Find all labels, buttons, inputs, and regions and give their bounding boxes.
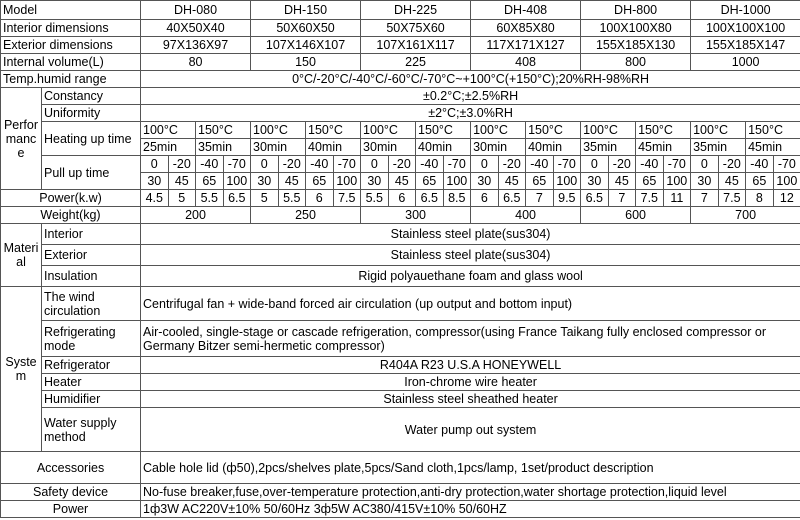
- row-value: 100X100X80: [581, 20, 691, 37]
- heating-time: 45min: [636, 139, 691, 156]
- row-label: Heater: [42, 374, 141, 391]
- power-value: 12: [773, 190, 800, 207]
- system-group-label: System: [1, 287, 42, 452]
- row-system-refrigerator: [1, 357, 800, 374]
- row-value: Stainless steel sheathed heater: [141, 391, 800, 408]
- power-value: 7.5: [636, 190, 664, 207]
- row-label: Water supply method: [42, 408, 141, 452]
- row-temp-range: [1, 71, 800, 88]
- weight-value: 200: [141, 207, 251, 224]
- pulldown-temp: -40: [306, 156, 334, 173]
- pulldown-time: 30: [581, 173, 609, 190]
- row-label: Constancy: [42, 88, 141, 105]
- row-accessories: [1, 452, 800, 484]
- heating-temp: 150°C: [416, 122, 471, 139]
- heating-time: 25min: [141, 139, 196, 156]
- row-label: Uniformity: [42, 105, 141, 122]
- pulldown-temp: 0: [471, 156, 499, 173]
- row-value: 50X75X60: [361, 20, 471, 37]
- model-name: DH-080: [141, 1, 251, 20]
- power-value: 6.5: [498, 190, 526, 207]
- pulldown-temp: -20: [168, 156, 196, 173]
- row-value: ±0.2°C;±2.5%RH: [141, 88, 800, 105]
- heating-temp: 150°C: [526, 122, 581, 139]
- row-value: 155X185X130: [581, 37, 691, 54]
- power-value: 6.5: [223, 190, 251, 207]
- power-value: 7.5: [718, 190, 746, 207]
- weight-value: 600: [581, 207, 691, 224]
- weight-value: 700: [691, 207, 800, 224]
- row-exterior-dims: [1, 37, 800, 54]
- weight-value: 300: [361, 207, 471, 224]
- row-value: 117X171X127: [471, 37, 581, 54]
- heating-time: 40min: [526, 139, 581, 156]
- power-value: 5.5: [361, 190, 389, 207]
- pulldown-time: 65: [526, 173, 554, 190]
- pulldown-time: 30: [141, 173, 169, 190]
- row-heating-temps: [1, 122, 800, 139]
- pulldown-time: 30: [691, 173, 719, 190]
- row-interior-dims: [1, 20, 800, 37]
- power-value: 7: [691, 190, 719, 207]
- row-label: Heating up time: [42, 122, 141, 156]
- heating-time: 30min: [471, 139, 526, 156]
- power-value: 5: [251, 190, 279, 207]
- pulldown-temp: -40: [526, 156, 554, 173]
- pulldown-temp: 0: [251, 156, 279, 173]
- pulldown-time: 100: [443, 173, 471, 190]
- heating-time: 35min: [691, 139, 746, 156]
- row-uniformity: [1, 105, 800, 122]
- heating-temp: 100°C: [471, 122, 526, 139]
- row-value: Stainless steel plate(sus304): [141, 224, 800, 245]
- heating-time: 40min: [416, 139, 471, 156]
- pulldown-time: 45: [388, 173, 416, 190]
- row-value: Iron-chrome wire heater: [141, 374, 800, 391]
- power-value: 7.5: [333, 190, 361, 207]
- pulldown-time: 65: [306, 173, 334, 190]
- header-row: [1, 1, 800, 20]
- row-material-insulation: [1, 266, 800, 287]
- row-value: 800: [581, 54, 691, 71]
- model-name: DH-225: [361, 1, 471, 20]
- pulldown-time: 65: [196, 173, 224, 190]
- row-system-water: [1, 408, 800, 452]
- power-value: 6.5: [416, 190, 444, 207]
- row-value: Rigid polyauethane foam and glass wool: [141, 266, 800, 287]
- power-value: 4.5: [141, 190, 169, 207]
- row-pulldown-temps: [1, 156, 800, 173]
- heating-temp: 100°C: [251, 122, 306, 139]
- power-value: 5.5: [278, 190, 306, 207]
- pulldown-time: 45: [278, 173, 306, 190]
- row-label: Weight(kg): [1, 207, 141, 224]
- row-value: 80: [141, 54, 251, 71]
- row-value: Cable hole lid (ф50),2pcs/shelves plate,5pcs/Sand cloth,1pcs/lamp, 1set/product description: [141, 452, 800, 484]
- heating-time: 35min: [581, 139, 636, 156]
- power-value: 6.5: [581, 190, 609, 207]
- heating-time: 45min: [746, 139, 800, 156]
- pulldown-temp: -20: [498, 156, 526, 173]
- pulldown-time: 45: [498, 173, 526, 190]
- row-label: Internal volume(L): [1, 54, 141, 71]
- power-value: 7: [526, 190, 554, 207]
- row-system-refrig-mode: [1, 321, 800, 357]
- row-power-supply: [1, 501, 800, 518]
- weight-value: 250: [251, 207, 361, 224]
- row-value: 155X185X147: [691, 37, 800, 54]
- row-label: Power: [1, 501, 141, 518]
- pulldown-temp: -70: [223, 156, 251, 173]
- row-value: 100X100X100: [691, 20, 800, 37]
- row-value: 40X50X40: [141, 20, 251, 37]
- power-value: 5: [168, 190, 196, 207]
- row-value: ±2°C;±3.0%RH: [141, 105, 800, 122]
- power-value: 11: [663, 190, 691, 207]
- row-label: Insulation: [42, 266, 141, 287]
- heating-temp: 100°C: [141, 122, 196, 139]
- pulldown-temp: -20: [718, 156, 746, 173]
- row-value: 107X161X117: [361, 37, 471, 54]
- pulldown-temp: -20: [608, 156, 636, 173]
- pulldown-temp: -70: [663, 156, 691, 173]
- row-system-wind: [1, 287, 800, 321]
- heating-temp: 150°C: [636, 122, 691, 139]
- pulldown-temp: 0: [581, 156, 609, 173]
- power-value: 6: [471, 190, 499, 207]
- power-value: 9.5: [553, 190, 581, 207]
- row-value: 150: [251, 54, 361, 71]
- row-material-interior: [1, 224, 800, 245]
- pulldown-temp: -20: [278, 156, 306, 173]
- row-label: Refrigerator: [42, 357, 141, 374]
- pulldown-time: 65: [746, 173, 774, 190]
- row-safety: [1, 484, 800, 501]
- heating-time: 30min: [251, 139, 306, 156]
- material-group-label: Material: [1, 224, 42, 287]
- row-power-kw: [1, 190, 800, 207]
- pulldown-temp: -70: [443, 156, 471, 173]
- row-value: Air-cooled, single-stage or cascade refrigeration, compressor(using France Taikang fully enclosed compressor or Germany Bitzer semi-hermetic compressor): [141, 321, 800, 357]
- row-label: Power(k.w): [1, 190, 141, 207]
- row-label: Exterior dimensions: [1, 37, 141, 54]
- row-value: 1000: [691, 54, 800, 71]
- model-name: DH-800: [581, 1, 691, 20]
- row-label: Safety device: [1, 484, 141, 501]
- heating-time: 35min: [196, 139, 251, 156]
- row-weight: [1, 207, 800, 224]
- row-value: Water pump out system: [141, 408, 800, 452]
- heating-temp: 150°C: [306, 122, 361, 139]
- pulldown-temp: -70: [553, 156, 581, 173]
- model-name: DH-408: [471, 1, 581, 20]
- pulldown-time: 100: [773, 173, 800, 190]
- pulldown-time: 65: [416, 173, 444, 190]
- row-label: The wind circulation: [42, 287, 141, 321]
- pulldown-time: 30: [361, 173, 389, 190]
- power-value: 6: [388, 190, 416, 207]
- power-value: 6: [306, 190, 334, 207]
- pulldown-time: 45: [608, 173, 636, 190]
- heating-temp: 100°C: [361, 122, 416, 139]
- row-label: Pull up time: [42, 156, 141, 190]
- row-label: Exterior: [42, 245, 141, 266]
- pulldown-time: 45: [718, 173, 746, 190]
- row-label: Temp.humid range: [1, 71, 141, 88]
- row-volume: [1, 54, 800, 71]
- row-material-exterior: [1, 245, 800, 266]
- pulldown-time: 100: [553, 173, 581, 190]
- heating-time: 30min: [361, 139, 416, 156]
- model-label: Model: [1, 1, 141, 20]
- row-value: 50X60X50: [251, 20, 361, 37]
- row-constancy: [1, 88, 800, 105]
- pulldown-time: 30: [251, 173, 279, 190]
- pulldown-time: 100: [333, 173, 361, 190]
- pulldown-temp: -70: [333, 156, 361, 173]
- row-label: Interior dimensions: [1, 20, 141, 37]
- row-label: Humidifier: [42, 391, 141, 408]
- row-system-humidifier: [1, 391, 800, 408]
- pulldown-time: 100: [223, 173, 251, 190]
- pulldown-time: 100: [663, 173, 691, 190]
- row-value: No-fuse breaker,fuse,over-temperature protection,anti-dry protection,water shortage protection,liquid level: [141, 484, 800, 501]
- heating-temp: 100°C: [581, 122, 636, 139]
- pulldown-time: 30: [471, 173, 499, 190]
- pulldown-temp: 0: [361, 156, 389, 173]
- row-value: 408: [471, 54, 581, 71]
- power-value: 8: [746, 190, 774, 207]
- row-value: 0°C/-20°C/-40°C/-60°C/-70°C~+100°C(+150°C);20%RH-98%RH: [141, 71, 800, 88]
- power-value: 5.5: [196, 190, 224, 207]
- power-value: 7: [608, 190, 636, 207]
- performance-group-label: Performance: [1, 88, 42, 190]
- pulldown-temp: -40: [636, 156, 664, 173]
- pulldown-time: 65: [636, 173, 664, 190]
- row-value: R404A R23 U.S.A HONEYWELL: [141, 357, 800, 374]
- pulldown-time: 45: [168, 173, 196, 190]
- row-value: 97X136X97: [141, 37, 251, 54]
- row-label: Interior: [42, 224, 141, 245]
- row-value: 1ф3W AC220V±10% 50/60Hz 3ф5W AC380/415V±10% 50/60HZ: [141, 501, 800, 518]
- pulldown-temp: -20: [388, 156, 416, 173]
- heating-temp: 150°C: [196, 122, 251, 139]
- heating-temp: 100°C: [691, 122, 746, 139]
- row-label: Refrigerating mode: [42, 321, 141, 357]
- row-value: 107X146X107: [251, 37, 361, 54]
- power-value: 8.5: [443, 190, 471, 207]
- heating-temp: 150°C: [746, 122, 800, 139]
- pulldown-temp: 0: [691, 156, 719, 173]
- row-system-heater: [1, 374, 800, 391]
- row-value: 225: [361, 54, 471, 71]
- pulldown-temp: -40: [416, 156, 444, 173]
- pulldown-temp: 0: [141, 156, 169, 173]
- model-name: DH-1000: [691, 1, 800, 20]
- model-name: DH-150: [251, 1, 361, 20]
- weight-value: 400: [471, 207, 581, 224]
- pulldown-temp: -70: [773, 156, 800, 173]
- heating-time: 40min: [306, 139, 361, 156]
- pulldown-temp: -40: [196, 156, 224, 173]
- row-label: Accessories: [1, 452, 141, 484]
- row-value: Stainless steel plate(sus304): [141, 245, 800, 266]
- row-value: 60X85X80: [471, 20, 581, 37]
- pulldown-temp: -40: [746, 156, 774, 173]
- row-value: Centrifugal fan + wide-band forced air circulation (up output and bottom input): [141, 287, 800, 321]
